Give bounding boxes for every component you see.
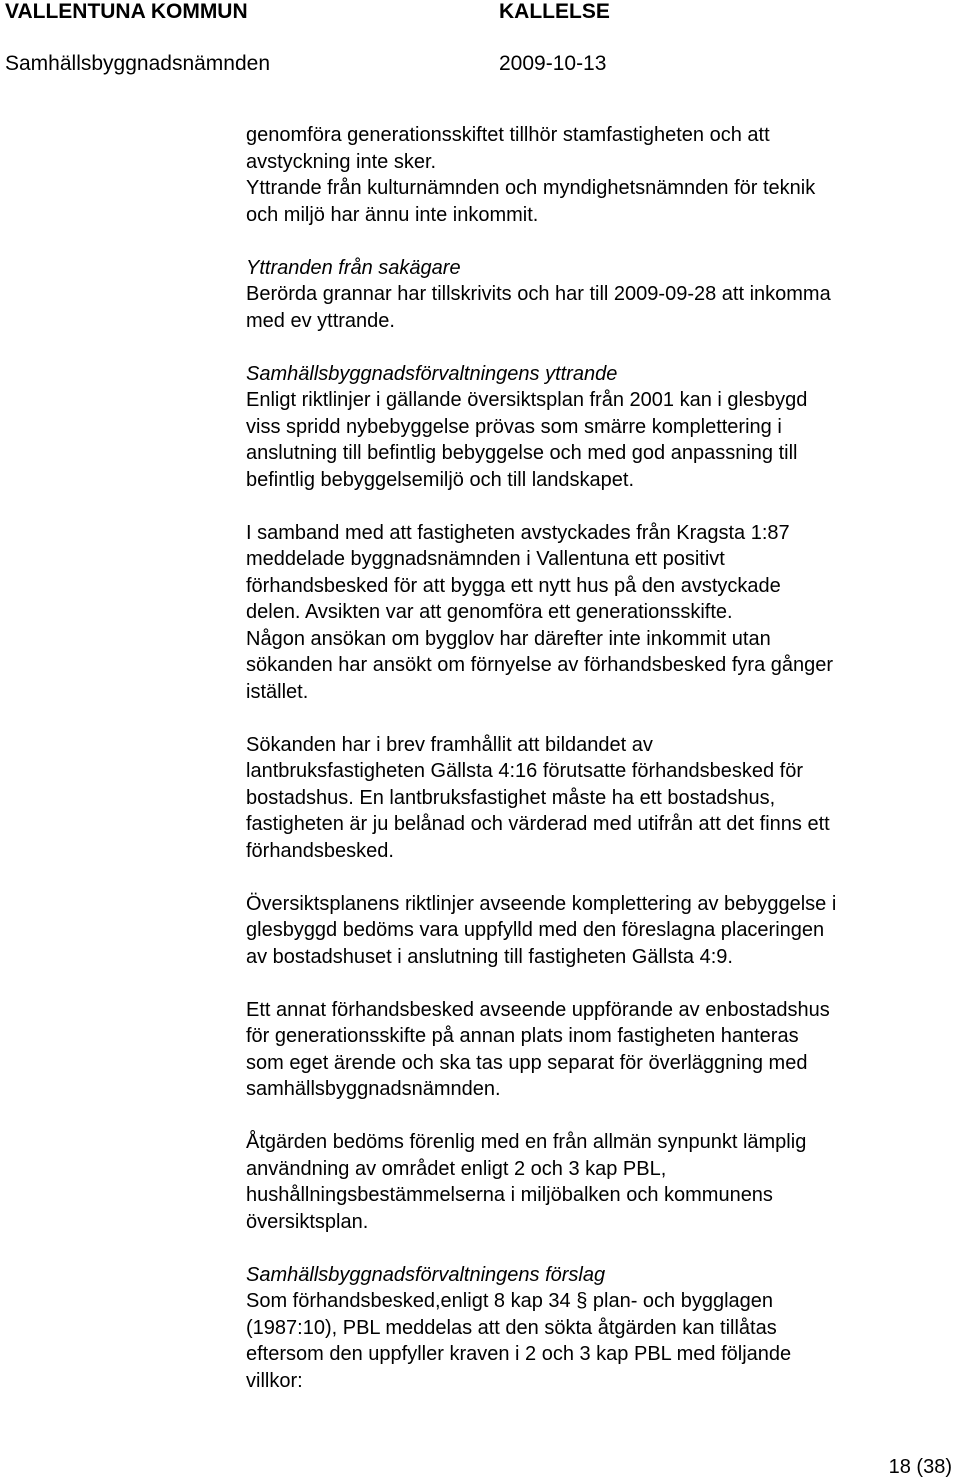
- text-line: villkor:: [246, 1369, 303, 1392]
- text-line: Yttrande från kulturnämnden och myndighetsnämnden för teknik: [246, 177, 816, 199]
- paragraph: [246, 122, 946, 228]
- section-heading: Samhällsbyggnadsförvaltningens förslag: [246, 1263, 606, 1286]
- text-line: eftersom den uppfyller kraven i 2 och 3 kap PBL med följande: [246, 1343, 792, 1365]
- paragraph: [246, 1262, 946, 1395]
- text-line: viss spridd nybebyggelse prövas som smärre komplettering i: [246, 415, 782, 438]
- text-line: för generationsskifte på annan plats inom fastigheten hanteras: [246, 1025, 799, 1047]
- text-line: meddelade byggnadsnämnden i Vallentuna ett positivt: [246, 548, 725, 570]
- text-line: förhandsbesked för att bygga ett nytt hus på den avstyckade: [246, 574, 781, 597]
- text-line: Åtgärden bedöms förenlig med en från allmän synpunkt lämplig: [246, 1131, 807, 1153]
- text-line: avstyckning inte sker.: [246, 150, 437, 173]
- text-line: förhandsbesked.: [246, 839, 394, 862]
- text-line: Berörda grannar har tillskrivits och har till 2009-09-28 att inkomma: [246, 283, 831, 305]
- section-heading: Samhällsbyggnadsförvaltningens yttrande: [246, 362, 618, 385]
- paragraph: [246, 520, 946, 706]
- paragraph: [246, 891, 946, 971]
- document-type: KALLELSE: [499, 0, 610, 23]
- text-line: Enligt riktlinjer i gällande översiktsplan från 2001 kan i glesbygd: [246, 389, 808, 411]
- text-line: (1987:10), PBL meddelas att den sökta åtgärden kan tillåtas: [246, 1316, 777, 1339]
- text-line: av bostadshuset i anslutning till fastigheten Gällsta 4:9.: [246, 945, 733, 968]
- document-subheader: [5, 52, 955, 80]
- text-line: samhällsbyggnadsnämnden.: [246, 1078, 501, 1100]
- text-line: lantbruksfastigheten Gällsta 4:16 förutsatte förhandsbesked för: [246, 760, 804, 782]
- text-line: och miljö har ännu inte inkommit.: [246, 203, 539, 226]
- text-line: istället.: [246, 680, 309, 703]
- text-line: delen. Avsikten var att genomföra ett generationsskifte.: [246, 601, 733, 623]
- page-number: 18 (38): [888, 1456, 952, 1478]
- text-line: glesbyggd bedöms vara uppfylld med den föreslagna placeringen: [246, 919, 825, 941]
- text-line: bostadshus. En lantbruksfastighet måste ha ett bostadshus,: [246, 786, 776, 809]
- paragraph: [246, 361, 946, 494]
- paragraph: [246, 255, 946, 335]
- text-line: befintlig bebyggelsemiljö och till landskapet.: [246, 468, 635, 491]
- text-line: anslutning till befintlig bebyggelse och med god anpassning till: [246, 442, 798, 464]
- paragraph: [246, 1129, 946, 1235]
- text-line: med ev yttrande.: [246, 309, 395, 332]
- organization-name: VALLENTUNA KOMMUN: [5, 0, 248, 23]
- text-line: Ett annat förhandsbesked avseende uppförande av enbostadshus: [246, 998, 830, 1021]
- text-line: I samband med att fastigheten avstyckades från Kragsta 1:87: [246, 521, 790, 544]
- document-body: [246, 122, 946, 1421]
- text-line: Någon ansökan om bygglov har därefter inte inkommit utan: [246, 627, 771, 650]
- text-line: Översiktsplanens riktlinjer avseende komplettering av bebyggelse i: [246, 892, 837, 915]
- document-header: [5, 0, 955, 28]
- text-line: som eget ärende och ska tas upp separat för överläggning med: [246, 1051, 808, 1074]
- text-line: översiktsplan.: [246, 1210, 369, 1233]
- paragraph: [246, 997, 946, 1103]
- text-line: hushållningsbestämmelserna i miljöbalken och kommunens: [246, 1184, 773, 1206]
- text-line: sökanden har ansökt om förnyelse av förhandsbesked fyra gånger: [246, 654, 834, 676]
- committee-name: Samhällsbyggnadsnämnden: [5, 52, 271, 75]
- text-line: användning av området enligt 2 och 3 kap PBL,: [246, 1157, 667, 1180]
- document-date: 2009-10-13: [499, 52, 607, 75]
- text-line: Sökanden har i brev framhållit att bildandet av: [246, 733, 653, 756]
- section-heading: Yttranden från sakägare: [246, 256, 461, 279]
- text-line: genomföra generationsskiftet tillhör stamfastigheten och att: [246, 124, 770, 146]
- text-line: fastigheten är ju belånad och värderad med utifrån att det finns ett: [246, 813, 830, 835]
- paragraph: [246, 732, 946, 865]
- text-line: Som förhandsbesked,enligt 8 kap 34 § plan- och bygglagen: [246, 1290, 774, 1312]
